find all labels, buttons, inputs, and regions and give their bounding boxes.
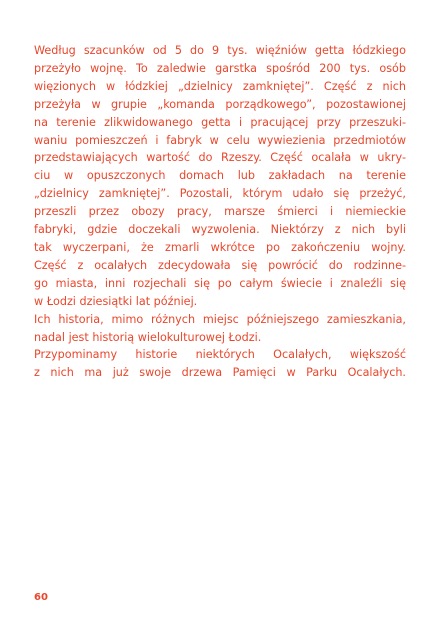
text-line: nadal jest historią wielokulturowej Łodzi. [34,330,262,344]
text-line: tak wyczerpani, że zmarli wkrótce po zakończeniu wojny. [34,240,406,254]
text-line: Przypominamy historie niektórych Ocalałych, większość [34,348,406,362]
text-line: Według szacunków od 5 do 9 tys. więźniów getta łódzkiego [34,44,406,57]
text-line: „dzielnicy zamkniętej”. Pozostali, którym udało się przeżyć, [34,187,406,201]
text-line: przedstawiających wartość do Rzeszy. Część ocalała w ukry- [34,151,406,165]
text-line: więzionych w łódzkiej „dzielnicy zamkniętej”. Część z nich [34,79,406,93]
text-line: z nich ma już swoje drzewa Pamięci w Parku Ocalałych. [34,366,406,380]
body-text [34,42,406,382]
text-line: przeżyło wojnę. To zaledwie garstka spośród 200 tys. osób [34,61,406,75]
text-line: waniu pomieszczeń i fabryk w celu wywiezienia przedmiotów [34,133,406,147]
text-line: ciu w opuszczonych domach lub zakładach na terenie [34,169,406,183]
text-line: Ich historia, mimo różnych miejsc późniejszego zamieszkania, [34,312,406,326]
text-line: go miasta, inni rozjechali się po całym świecie i znaleźli się [34,276,406,290]
text-line: przeżyła w grupie „komanda porządkowego”, pozostawionej [34,97,406,111]
text-line: fabryki, gdzie doczekali wyzwolenia. Niektórzy z nich byli [34,223,406,237]
text-line: w Łodzi dziesiątki lat później. [34,294,198,308]
text-line: przeszli przez obozy pracy, marsze śmierci i niemieckie [34,205,406,219]
page-number: 60 [34,592,48,603]
text-line: na terenie zlikwidowanego getta i pracującej przy przeszuki- [34,115,406,129]
text-line: Część z ocalałych zdecydowała się powrócić do rodzinne- [34,258,406,272]
